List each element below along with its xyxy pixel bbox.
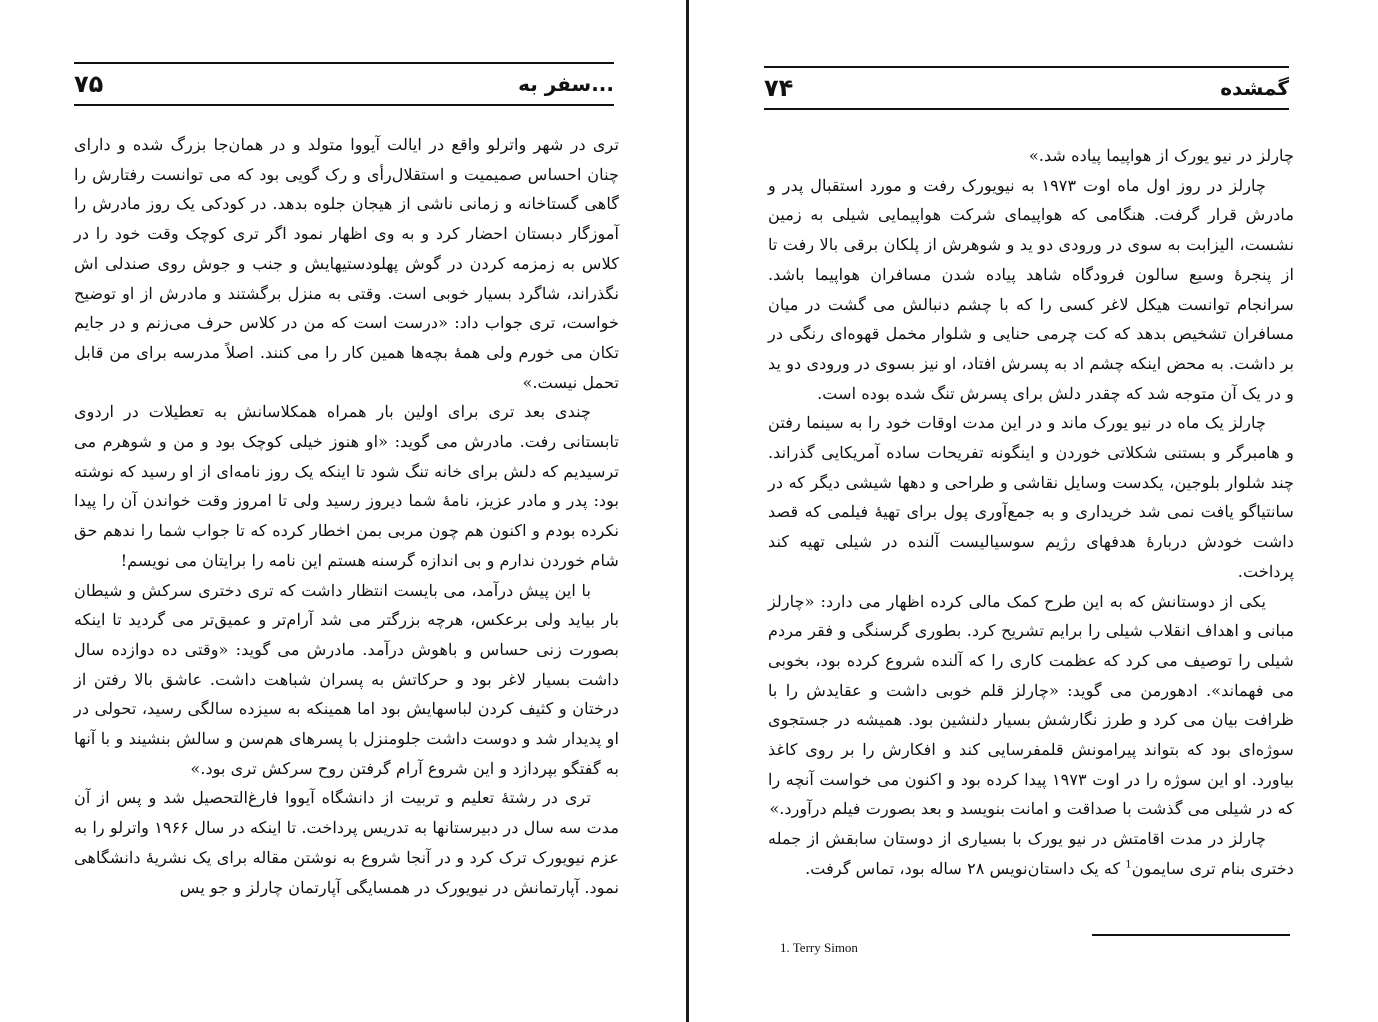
paragraph: چارلز در نیو یورک از هواپیما پیاده شد.» <box>1028 146 1294 165</box>
right-page-number: ۷۴ <box>764 74 794 102</box>
paragraph: تری در رشتهٔ تعلیم و تربیت از دانشگاه آیووا فارغ‌التحصیل شد و پس از آن مدت سه سال در دبیرستانها به تدریس پرداخت. تا اینکه در سال ۱۹۶۶ واترلو را به عزم نیویورک ترک کرد و در آنجا شروع به نوشتن مقاله برای یک نشریهٔ دانشگاهی نمود. آپارتمانش در نیویورک در همسایگی آپارتمان چارلز و جو یس <box>74 788 619 897</box>
left-page-number: ۷۵ <box>74 70 104 98</box>
paragraph: تری در شهر واترلو واقع در ایالت آیووا متولد و در همان‌جا بزرگ شده و دارای چنان احساس صمیمیت و استقلال‌رأی و رک گویی بود که می توانست رفتارش را گاهی گستاخانه و زمانی ناشی از هیجان جلوه بدهد. در کودکی یک روز مادرش را آموزگار دبستان احضار کرد و به وی اظهار نمود اگر تری کوچک وقت خود را در کلاس به زمزمه کردن در گوش پهلودستیهایش و جنب و جوش روی صندلی اش نگذراند، شاگرد بسیار خوبی است. وقتی به منزل برگشتند و مادرش از او توضیح خواست، تری جواب داد: «درست است که من در کلاس حرف می‌زنم و در جایم تکان می خورم ولی همهٔ بچه‌ها همین کار را می کنند. اصلاً مدرسه برای من قابل تحمل نیست.» <box>74 135 619 392</box>
left-page <box>0 0 686 1022</box>
footnote: 1. Terry Simon <box>780 940 858 955</box>
footnote-marker: 1 <box>1125 859 1132 871</box>
paragraph: چارلز در روز اول ماه اوت ۱۹۷۳ به نیویورک رفت و مورد استقبال پدر و مادرش قرار گرفت. هنگامی که هواپیمای شرکت هواپیمایی شیلی به زمین نشست، الیزابت به سوی در ورودی دو ید و شوهرش از پلکان برقی بالا رفت تا از پنجرهٔ وسیع سالون فرودگاه شاهد پیاده شدن مسافران هواپیما باشد. سرانجام توانست هیکل لاغر کسی را که با چشم دنبالش می گشت در میان مسافران تشخیص بدهد که کت چرمی حنایی و شلوار مخمل قهوه‌ای رنگی در بر داشت. به محض اینکه چشم اد به پسرش افتاد، او نیز بسوی در ورودی دو ید و در یک آن متوجه شد که چقدر دلش برای پسرش تنگ شده بوده است. <box>768 175 1294 403</box>
right-page-header <box>764 66 1289 110</box>
paragraph-last-head: چارلز در مدت اقامتش در نیو یورک با بسیاری از دوستان سابقش از جمله دختری بنام تری سایمون <box>768 829 1294 878</box>
paragraph: چندی بعد تری برای اولین بار همراه همکلاسانش به تعطیلات در اردوی تابستانی رفت. مادرش می گوید: «او هنوز خیلی کوچک بود و من و شوهرم می ترسیدیم که دلش برای خانه تنگ شود تا اینکه یک روز نامه‌ای از او رسید که نوشته بود: پدر و مادر عزیز، نامهٔ شما دیروز رسید ولی تا امروز وقت خواندن آن را پیدا نکرده بودم و اکنون هم چون مربی بمن اخطار کرده که تا جواب شما را ندهم حق شام خوردن ندارم و بی اندازه گرسنه هستم این نامه را برایتان می نویسم! <box>74 402 619 570</box>
paragraph-last-tail: که یک داستان‌نویس ۲۸ ساله بود، تماس گرفت. <box>805 858 1126 878</box>
paragraph-last <box>768 824 1294 883</box>
right-running-title: گمشده <box>1220 76 1289 100</box>
right-page <box>694 0 1378 1022</box>
footnote-divider <box>1092 934 1290 936</box>
right-body-text <box>768 141 1294 884</box>
left-body-text <box>74 130 619 902</box>
left-page-header <box>74 62 614 106</box>
paragraph: چارلز یک ماه در نیو یورک ماند و در این مدت اوقات خود را به سینما رفتن و هامبرگر و بستنی شکلاتی خوردن و اینگونه تفریحات ساده آمریکایی گذراند. چند شلوار بلوجین، یکدست وسایل نقاشی و طراحی و دهها شیشی دیگر که در سانتیاگو یافت نمی شد خریداری و به جمع‌آوری پول برای تهیهٔ فیلمی که قصد داشت خودش دربارهٔ هدفهای رژیم سوسیالیست آلنده در شیلی تهیه کند پرداخت. <box>768 413 1294 581</box>
left-running-title: سفر به... <box>518 72 614 96</box>
paragraph: یکی از دوستانش که به این طرح کمک مالی کرده اظهار می دارد: «چارلز مبانی و اهداف انقلاب شیلی را برایم تشریح کرد. بطوری گرسنگی و فقر مردم شیلی را توصیف می کرد که عظمت کاری را که آلنده شروع کرده بود، بخوبی می فهماند». ادهورمن می گوید: «چارلز قلم خوبی داشت و عقایدش را با ظرافت بیان می کرد و طرز نگارشش بسیار دلنشین بود. همیشه در جستجوی سوژه‌ای بود که بتواند پیرامونش قلمفرسایی کند و افکارش را بر روی کاغذ بیاورد. او این سوژه را در اوت ۱۹۷۳ پیدا کرده بود و اکنون می خواست آنچه را که در شیلی می گذشت با صداقت و امانت بنویسد و بعد بصورت فیلم درآورد.» <box>768 591 1294 819</box>
book-gutter <box>686 0 689 1022</box>
paragraph: با این پیش درآمد، می بایست انتظار داشت که تری دختری سرکش و شیطان بار بیاید ولی برعکس، هرچه بزرگتر می شد آرام‌تر و عمیق‌تر می گردید تا اینکه بصورت زنی حساس و باهوش درآمد. مادرش می گوید: «وقتی ده دوازده سال داشت بسیار لاغر بود و حرکاتش به پسران شباهت داشت. عاشق بالا رفتن از درختان و کثیف کردن لباسهایش بود اما همینکه به سیزده سالگی رسید، تحولی در او پدیدار شد و دوست داشت جلومنزل با پسرهای هم‌سن و سالش بنشیند و با آنها به گفتگو بپردازد و این شروع آرام گرفتن روح سرکش تری بود.» <box>74 580 619 778</box>
